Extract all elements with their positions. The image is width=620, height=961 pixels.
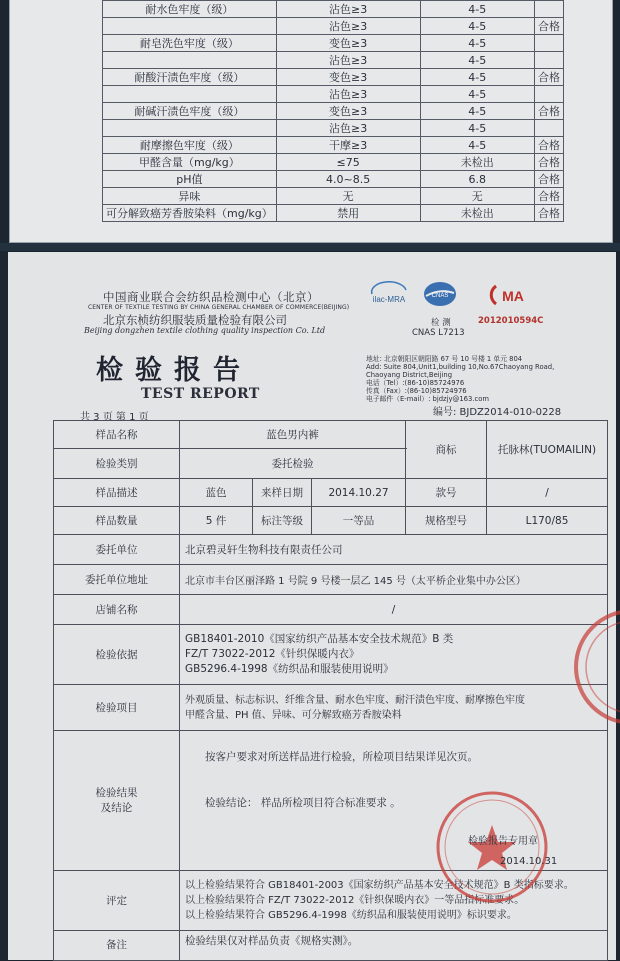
test-item: 耐碱汗渍色牢度（级）: [103, 103, 277, 120]
grade-value: 一等品: [312, 507, 406, 535]
result: 4-5: [420, 137, 534, 154]
test-item: [103, 52, 277, 69]
shop-value: /: [180, 595, 608, 625]
test-item: [103, 86, 277, 103]
received-date: 2014.10.27: [312, 479, 406, 507]
test-item: 可分解致癌芳香胺染料（mg/kg）: [103, 205, 277, 222]
description-value: 蓝色: [180, 479, 253, 507]
brand-label: 商标: [406, 421, 487, 479]
category-label: 检验类别: [54, 449, 180, 479]
verdict: [535, 120, 564, 137]
brand-value: 托脉林(TUOMAILIN): [487, 421, 608, 479]
verdict: 合格: [535, 188, 564, 205]
result: 4-5: [420, 52, 534, 69]
test-item: [103, 120, 277, 137]
table-row: [103, 103, 564, 120]
verdict: 合格: [535, 69, 564, 86]
requirement: 沾色≥3: [276, 120, 420, 137]
table-row: [103, 69, 564, 86]
address-line: Add: Suite 804,Unit1,building 10,No.67Chaoyang Road,: [366, 363, 555, 371]
basis-item: FZ/T 73022-2012《针织保暖内衣》: [185, 648, 360, 660]
verdict: [535, 35, 564, 52]
verdict: 合格: [535, 154, 564, 171]
requirement: 无: [276, 188, 420, 205]
ilac-logo: [368, 280, 410, 308]
requirement: 沾色≥3: [276, 18, 420, 35]
ilac-logo-text: ilac-MRA: [372, 295, 406, 304]
category-value: 委托检验: [180, 449, 406, 479]
report-date: 2014.10.31: [500, 856, 558, 867]
result: 4-5: [420, 120, 534, 137]
basis-list: [180, 625, 608, 685]
received-date-label: 来样日期: [253, 479, 312, 507]
test-item: 耐酸汗渍色牢度（级）: [103, 69, 277, 86]
description-label: 样品描述: [54, 479, 180, 507]
address-line: Chaoyang District,Beijing: [366, 371, 453, 379]
cnas-logo: [416, 280, 464, 310]
quantity-label: 样品数量: [54, 507, 180, 535]
client-address: 北京市丰台区丽泽路 1 号院 9 号楼一层乙 145 号（太平桥企业集中办公区）: [180, 565, 608, 595]
test-item: 异味: [103, 188, 277, 205]
spec-value: L170/85: [487, 507, 608, 535]
result: 未检出: [420, 205, 534, 222]
table-row: [103, 1, 564, 18]
test-item: 耐水色牢度（级）: [103, 1, 277, 18]
table-row: [103, 171, 564, 188]
test-item: [103, 18, 277, 35]
company-name-cn: 北京东桢纺织服装质量检验有限公司: [103, 313, 287, 327]
email-line: 电子邮件（E-mail）: bjdzjy@163.com: [366, 395, 489, 403]
report-number: 编号: BJDZ2014-010-0228: [433, 407, 562, 418]
previous-page-fragment: [10, 0, 612, 242]
verdict: 合格: [535, 205, 564, 222]
table-row: [103, 205, 564, 222]
client-address-label: 委托单位地址: [54, 565, 180, 595]
report-title-en: TEST REPORT: [141, 386, 260, 402]
phone-line: 电话（Tel）:(86-10)85724976: [366, 379, 465, 387]
evaluation-line: 以上检验结果符合 GB5296.4-1998《纺织品和服装使用说明》标识要求。: [185, 910, 517, 921]
table-row: [103, 120, 564, 137]
items-label: 检验项目: [54, 685, 180, 731]
client-value: 北京碧灵轩生物科技有限责任公司: [180, 535, 608, 565]
requirement: 禁用: [276, 205, 420, 222]
result: 6.8: [420, 171, 534, 188]
inspection-seal: [432, 787, 552, 907]
conclusion-label: [54, 731, 180, 871]
remark-value: 检验结果仅对样品负责《规格实测》。: [180, 931, 608, 961]
items-line: 外观质量、标志标识、纤维含量、耐水色牢度、耐汗渍色牢度、耐摩擦色牢度: [185, 694, 525, 706]
remark-label: 备注: [54, 931, 180, 961]
requirement: 变色≥3: [276, 35, 420, 52]
client-label: 委托单位: [54, 535, 180, 565]
requirement: 沾色≥3: [276, 1, 420, 18]
basis-label: 检验依据: [54, 625, 180, 685]
requirement: 沾色≥3: [276, 52, 420, 69]
requirement: 变色≥3: [276, 69, 420, 86]
requirement: 变色≥3: [276, 103, 420, 120]
verdict: 合格: [535, 171, 564, 188]
sample-name-label: 样品名称: [54, 421, 180, 449]
cnas-logo-text: CNAS: [431, 293, 449, 299]
basis-item: GB5296.4-1998《纺织品和服装使用说明》: [185, 663, 394, 675]
evaluation-label: 评定: [54, 871, 180, 931]
verdict: [535, 1, 564, 18]
cnas-label: 检 测: [431, 318, 451, 328]
address-line: 地址: 北京朝阳区朝阳路 67 号 10 号楼 1 单元 804: [366, 355, 523, 363]
result: 4-5: [420, 18, 534, 35]
quantity-value: 5 件: [180, 507, 253, 535]
style-value: /: [487, 479, 608, 507]
table-row: [103, 18, 564, 35]
test-item: 耐摩擦色牢度（级）: [103, 137, 277, 154]
requirement: 干摩≥3: [276, 137, 420, 154]
page-separator: [0, 243, 620, 251]
items-line: 甲醛含量、PH 值、异味、可分解致癌芳香胺染料: [185, 709, 402, 721]
result: 无: [420, 188, 534, 205]
shop-label: 店铺名称: [54, 595, 180, 625]
items-list: [180, 685, 608, 731]
requirement: 4.0~8.5: [276, 171, 420, 188]
verdict: 合格: [535, 18, 564, 35]
grade-label: 标注等级: [253, 507, 312, 535]
table-row: [103, 86, 564, 103]
verdict: [535, 86, 564, 103]
requirement: ≤75: [276, 154, 420, 171]
fax-line: 传真（Fax）:(86-10)85724976: [366, 387, 467, 395]
requirement: 沾色≥3: [276, 86, 420, 103]
table-row: [103, 154, 564, 171]
conclusion-text: 检验结论： 样品所检项目符合标准要求 。: [205, 797, 401, 809]
company-name-en: Beijing dongzhen textile clothing quality inspection Co. Ltd: [84, 326, 326, 335]
cma-logo: [488, 282, 530, 308]
result: 4-5: [420, 1, 534, 18]
report-title-cn: 检验报告: [96, 355, 252, 386]
conclusion-intro: 按客户要求对所送样品进行检验，所检项目结果详见次页。: [205, 751, 478, 763]
test-item: pH值: [103, 171, 277, 188]
table-row: [103, 137, 564, 154]
conclusion-label-line: 检验结果: [95, 786, 138, 799]
seal-caption: 检验报告专用章: [468, 836, 538, 847]
page-indicator: 共 3 页 第 1 页: [80, 412, 149, 423]
evaluation-line: 以上检验结果符合 GB18401-2003《国家纺织产品基本安全技术规范》B 类指标要求。: [185, 880, 574, 891]
test-item: 甲醛含量（mg/kg）: [103, 154, 277, 171]
evaluation-line: 以上检验结果符合 FZ/T 73022-2012《针织保暖内衣》一等品指标准要求。: [185, 895, 525, 906]
test-item: 耐皂洗色牢度（级）: [103, 35, 277, 52]
verdict: [535, 52, 564, 69]
verdict: 合格: [535, 137, 564, 154]
cma-logo-text: MA: [502, 288, 524, 304]
org-name-cn: 中国商业联合会纺织品检测中心（北京）: [103, 290, 319, 304]
result: 4-5: [420, 103, 534, 120]
table-row: [103, 35, 564, 52]
cma-number: 2012010594C: [478, 316, 544, 326]
conclusion-label-line: 及结论: [100, 801, 133, 814]
verdict: 合格: [535, 103, 564, 120]
table-row: [103, 52, 564, 69]
sample-name: 蓝色男内裤: [180, 421, 406, 449]
spec-label: 规格型号: [406, 507, 487, 535]
test-results-table: [102, 0, 564, 222]
result: 4-5: [420, 69, 534, 86]
side-seal: [574, 607, 620, 727]
table-row: [103, 188, 564, 205]
org-name-en: CENTER OF TEXTILE TESTING BY CHINA GENERAL CHAMBER OF COMMERCE(BEIJING): [88, 304, 350, 311]
result: 未检出: [420, 154, 534, 171]
test-report-page: [8, 252, 616, 960]
cnas-number: CNAS L7213: [412, 328, 465, 338]
result: 4-5: [420, 35, 534, 52]
basis-item: GB18401-2010《国家纺织产品基本安全技术规范》B 类: [185, 633, 454, 645]
result: 4-5: [420, 86, 534, 103]
style-label: 款号: [406, 479, 487, 507]
